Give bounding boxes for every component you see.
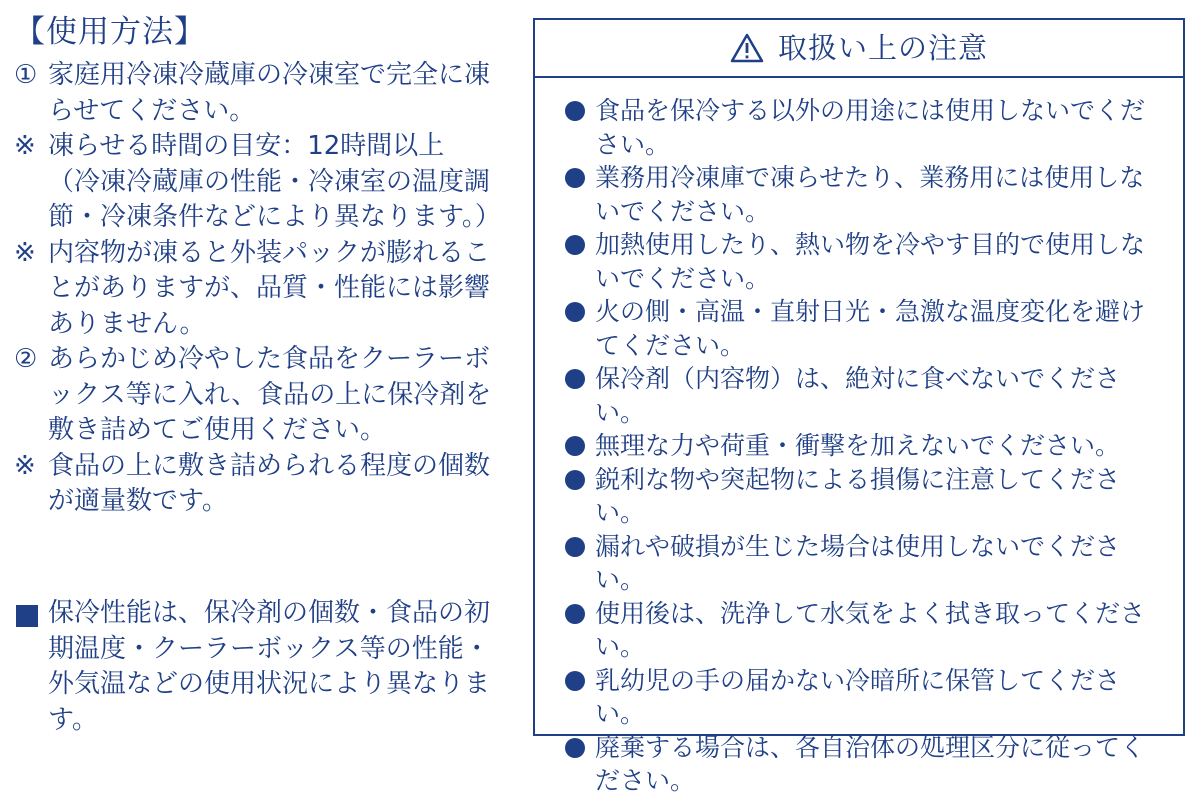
caution-item	[565, 530, 1165, 597]
usage-note-quantity	[14, 449, 494, 520]
caution-item-text: 保冷剤（内容物）は、絶対に食べないでください。	[595, 364, 1121, 427]
caution-item-text: 使用後は、洗浄して水気をよく拭き取ってください。	[595, 598, 1146, 661]
usage-step-2-text: あらかじめ冷やした食品をクーラーボックス等に入れ、食品の上に保冷剤を敷き詰めてご使用ください。	[48, 344, 492, 445]
square-bullet-icon	[16, 605, 38, 627]
caution-item-text: 鋭利な物や突起物による損傷に注意してください。	[595, 464, 1121, 527]
caution-title: 取扱い上の注意	[777, 31, 988, 65]
performance-note	[14, 596, 494, 738]
caution-item	[565, 731, 1165, 798]
usage-note-quantity-text: 食品の上に敷き詰められる程度の個数が適量数です。	[48, 450, 491, 516]
caution-item	[565, 228, 1165, 295]
usage-step-1-text: 家庭用冷凍冷蔵庫の冷凍室で完全に凍らせてください。	[48, 60, 491, 126]
bullet-icon	[565, 604, 585, 624]
caution-item-text: 業務用冷凍庫で凍らせたり、業務用には使用しないでください。	[595, 163, 1145, 226]
bullet-icon	[565, 302, 585, 322]
caution-list	[535, 78, 1183, 798]
caution-item	[565, 429, 1165, 463]
caution-item	[565, 362, 1165, 429]
bullet-icon	[565, 470, 585, 490]
bullet-icon	[565, 738, 585, 758]
usage-note-swelling	[14, 236, 494, 343]
usage-step-1	[14, 58, 494, 129]
bullet-icon	[565, 671, 585, 691]
warning-triangle-icon	[730, 33, 764, 63]
step-1-marker: ①	[14, 60, 38, 90]
caution-header	[535, 20, 1183, 78]
usage-note-freeze-time-text: 凍らせる時間の目安：12時間以上（冷凍冷蔵庫の性能・冷凍室の温度調節・冷凍条件などにより異なります。）	[48, 131, 501, 232]
caution-item	[565, 597, 1165, 664]
caution-item-text: 食品を保冷する以外の用途には使用しないでください。	[595, 96, 1146, 159]
caution-item	[565, 94, 1165, 161]
caution-item-text: 加熱使用したり、熱い物を冷やす目的で使用しないでください。	[595, 230, 1146, 293]
usage-section	[14, 10, 501, 520]
reference-mark: ※	[14, 450, 36, 481]
caution-item	[565, 664, 1165, 731]
usage-step-2	[14, 342, 494, 449]
reference-mark: ※	[14, 237, 36, 268]
usage-note-freeze-time	[14, 129, 501, 236]
bullet-icon	[565, 369, 585, 389]
performance-note-text: 保冷性能は、保冷剤の個数・食品の初期温度・クーラーボックス等の性能・外気温などの使用状況により異なります。	[48, 598, 491, 735]
caution-item-text: 漏れや破損が生じた場合は使用しないでください。	[595, 531, 1121, 594]
caution-item	[565, 161, 1165, 228]
bullet-icon	[565, 436, 585, 456]
caution-item	[565, 463, 1165, 530]
reference-mark: ※	[14, 131, 36, 161]
bullet-icon	[565, 101, 585, 121]
caution-item-text: 乳幼児の手の届かない冷暗所に保管してください。	[595, 665, 1121, 728]
usage-title: 【使用方法】	[14, 14, 206, 50]
caution-item-text: 廃棄する場合は、各自治体の処理区分に従ってください。	[595, 732, 1146, 795]
bullet-icon	[565, 537, 585, 557]
caution-item	[565, 295, 1165, 362]
bullet-icon	[565, 168, 585, 188]
step-2-marker: ②	[14, 344, 38, 374]
caution-item-text: 無理な力や荷重・衝撃を加えないでください。	[595, 431, 1121, 460]
usage-note-swelling-text: 内容物が凍ると外装パックが膨れることがありますが、品質・性能には影響ありません。	[48, 237, 491, 339]
caution-item-text: 火の側・高温・直射日光・急激な温度変化を避けてください。	[595, 297, 1146, 360]
bullet-icon	[565, 235, 585, 255]
caution-box	[533, 18, 1185, 795]
